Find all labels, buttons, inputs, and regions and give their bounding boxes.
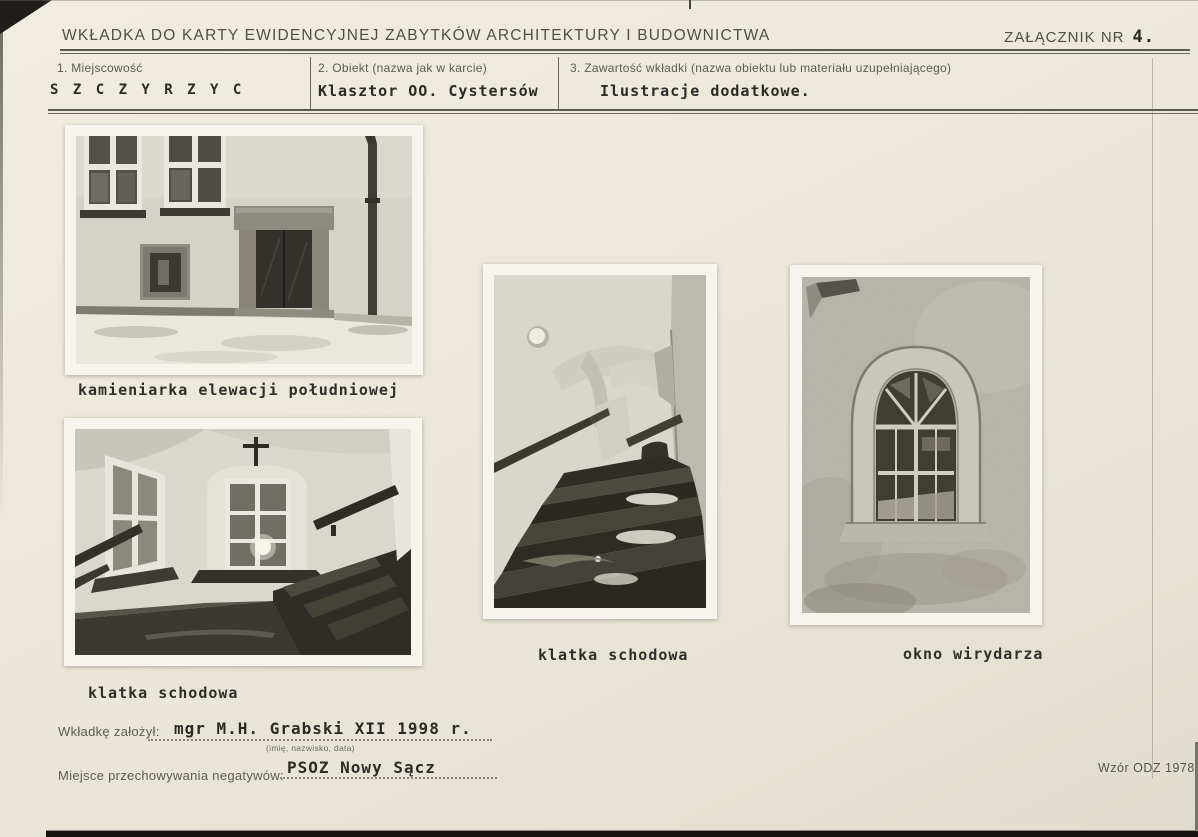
scan-mark	[689, 0, 691, 9]
staircase-photo-image	[494, 275, 706, 608]
scan-edge-left	[0, 0, 3, 520]
field-contents-label: 3. Zawartość wkładki (nazwa obiektu lub materiału uzupełniającego)	[570, 61, 952, 75]
form-divider	[310, 57, 311, 110]
document-title: WKŁADKA DO KARTY EWIDENCYJNEJ ZABYTKÓW ARCHITEKTURY I BUDOWNICTWA	[62, 27, 771, 44]
author-hint: (imię, nazwisko, data)	[266, 743, 355, 753]
annex-label: ZAŁĄCZNIK NR	[1004, 29, 1125, 46]
facade-photo-image	[76, 136, 412, 364]
field-locality-value: S Z C Z Y R Z Y C	[50, 82, 245, 98]
negatives-dotted-line	[280, 777, 497, 779]
field-contents-value: Ilustracje dodatkowe.	[600, 82, 811, 100]
photo-staircase	[483, 264, 717, 619]
form-rule	[48, 109, 1198, 114]
annex-field	[1004, 27, 1155, 47]
photo-south-elevation-stonework	[65, 125, 423, 375]
annex-number: 4.	[1132, 27, 1155, 47]
field-contents	[570, 61, 951, 100]
form-template-note: Wzór ODZ 1978	[1098, 761, 1195, 775]
photo-caption: kamieniarka elewacji południowej	[78, 381, 399, 399]
negatives-label: Miejsce przechowywania negatywów:	[58, 768, 284, 783]
field-locality-label: 1. Miejscowość	[57, 61, 143, 75]
field-object-value: Klasztor OO. Cystersów	[318, 82, 539, 100]
header-rule	[60, 49, 1190, 54]
author-value: mgr M.H. Grabski XII 1998 r.	[174, 719, 472, 738]
scan-corner-artifact	[0, 0, 52, 34]
page-fold-line	[1152, 58, 1153, 778]
scan-edge-bottom	[46, 830, 1198, 837]
form-divider	[558, 57, 559, 110]
negatives-value: PSOZ Nowy Sącz	[287, 758, 436, 777]
photo-caption: klatka schodowa	[88, 684, 239, 702]
field-object-label: 2. Obiekt (nazwa jak w karcie)	[318, 61, 488, 75]
scan-edge-top	[0, 0, 1198, 1]
field-locality	[50, 61, 245, 98]
author-label: Wkładkę założył:	[58, 724, 160, 739]
field-object	[318, 61, 539, 100]
photo-caption: okno wirydarza	[903, 645, 1044, 663]
photo-stair-landing	[64, 418, 422, 666]
cloister-window-photo-image	[802, 277, 1030, 613]
stair-landing-photo-image	[75, 429, 411, 655]
photo-cloister-window	[790, 265, 1042, 625]
author-dotted-line	[148, 739, 492, 741]
photo-caption: klatka schodowa	[538, 646, 689, 664]
